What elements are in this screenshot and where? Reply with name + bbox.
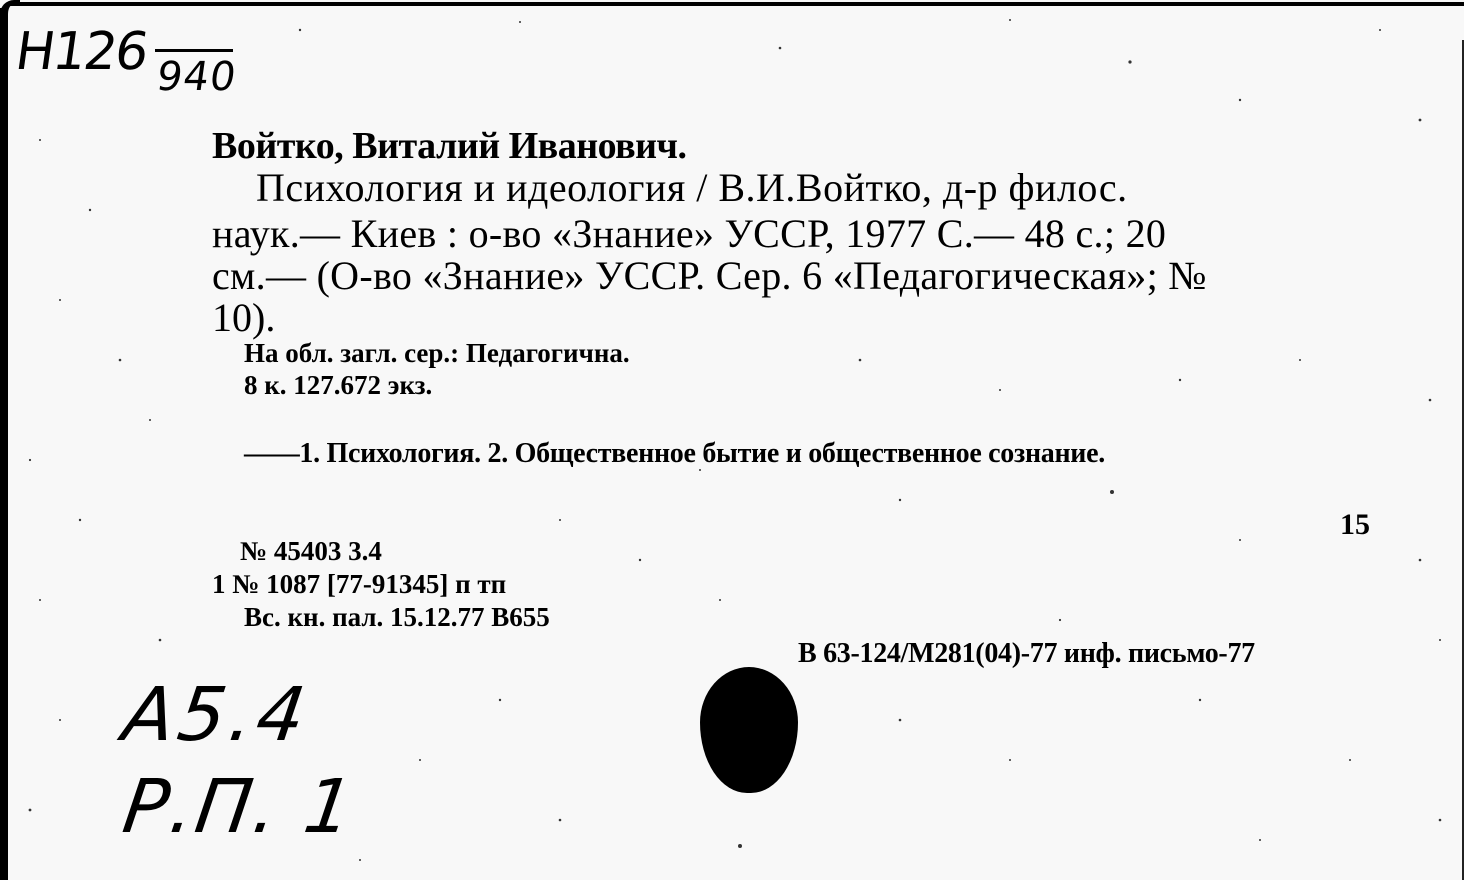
handwritten-section-mark: Р.П. 1 [117,764,360,850]
card-top-edge [8,2,1464,6]
fraction-bar [155,49,233,52]
call-number-sub: 940 [153,54,240,100]
call-number-fraction [155,42,245,100]
chamber-line: Вс. кн. пал. 15.12.77 В655 [244,602,550,632]
card-corner [0,0,20,20]
series-note: На обл. загл. сер.: Педагогична. [244,338,630,368]
record-number: № 45403 3.4 [240,536,382,566]
subject-tracings: ——1. Психология. 2. Общественное бытие и общественное сознание. [244,438,1105,469]
title-line-2: наук.— Киев : о-во «Знание» УССР, 1977 С.— 48 с.; 20 [212,211,1167,256]
card-number: 15 [1340,508,1370,541]
card-left-edge [0,8,8,880]
handwritten-shelf-mark: А5.4 [117,672,315,758]
title-line-3: см.— (О-во «Знание» УССР. Сер. 6 «Педагогическая»; № [212,253,1207,298]
price-print-run: 8 к. 127.672 экз. [244,370,433,400]
registry-line: 1 № 1087 [77-91345] п тп [212,569,507,599]
classification-line: В 63-124/М281(04)-77 инф. письмо-77 [798,638,1255,669]
punch-hole [700,667,798,793]
title-line-1: Психология и идеология / В.И.Войтко, д-р филос. [256,165,1128,210]
title-line-4: 10). [212,295,276,340]
call-number-main: Н126 [11,22,151,82]
author-heading: Войтко, Виталий Иванович. [212,125,687,167]
